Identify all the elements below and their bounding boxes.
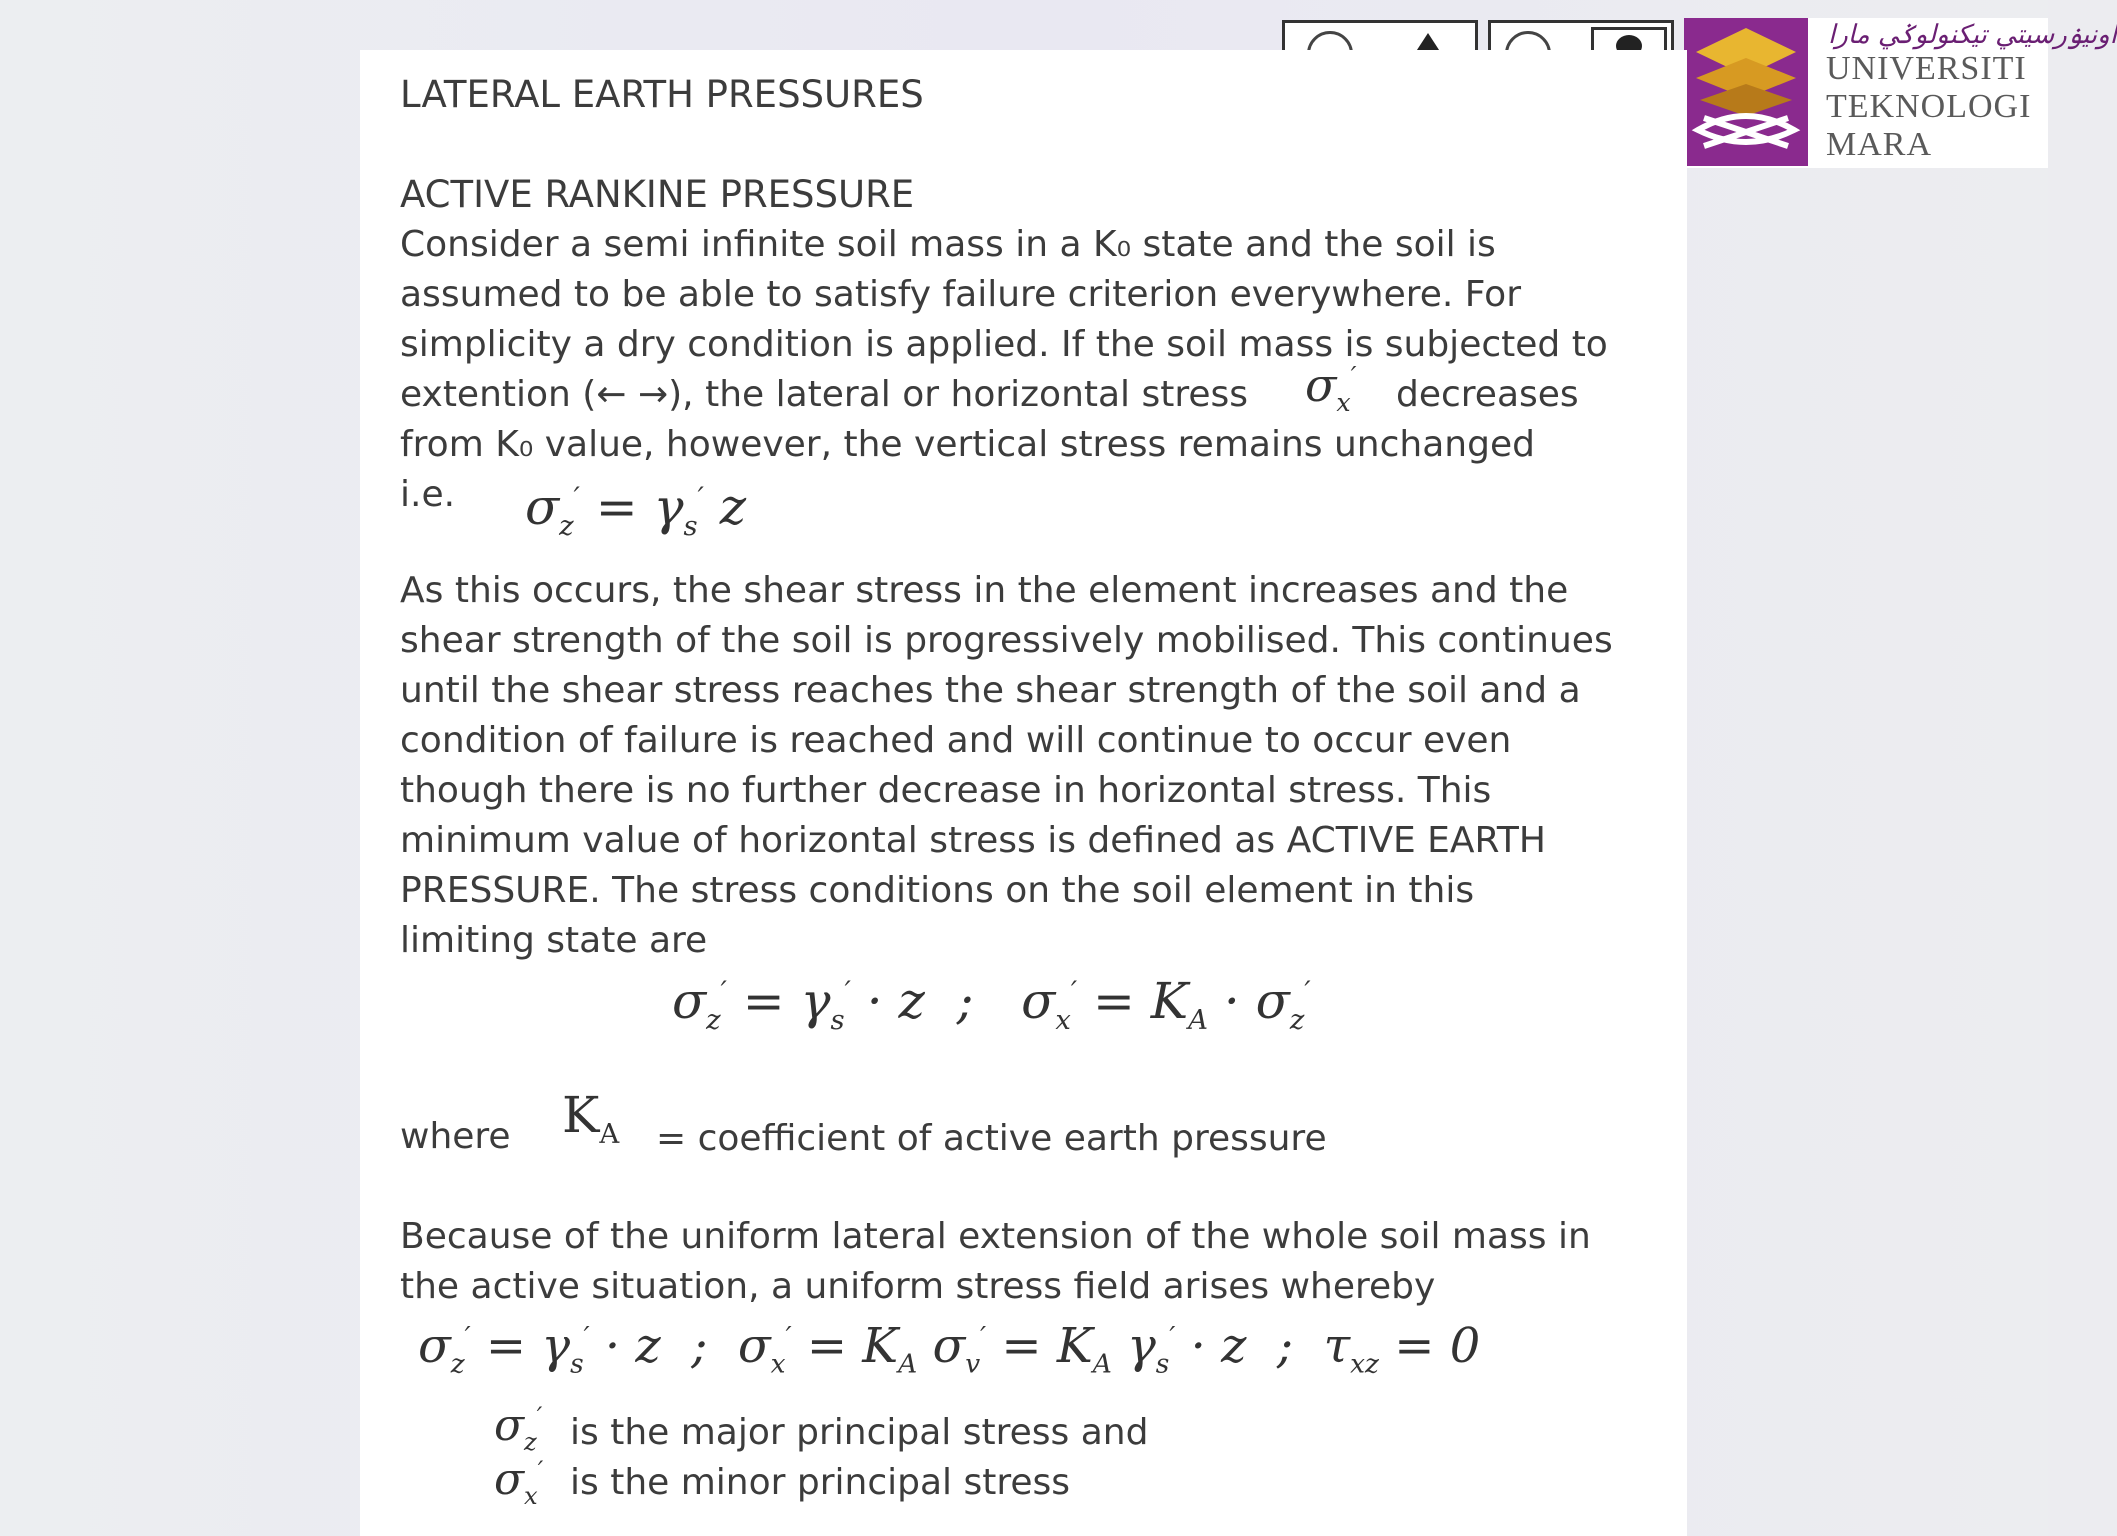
section-heading: ACTIVE RANKINE PRESSURE xyxy=(400,173,915,216)
sigma-x-symbol: $\sigma_x'$ xyxy=(1305,358,1357,418)
para3-line-2: the active situation, a uniform stress field arises whereby xyxy=(400,1266,1436,1307)
para2-line-8: limiting state are xyxy=(400,920,708,961)
para2-line-7: PRESSURE. The stress conditions on the soil element in this xyxy=(400,870,1475,911)
para1-line-4 xyxy=(400,370,1248,420)
extention-text: extention ( xyxy=(400,374,597,415)
para3-line-1: Because of the uniform lateral extension of the whole soil mass in xyxy=(400,1216,1591,1257)
para2-line-6: minimum value of horizontal stress is defined as ACTIVE EARTH xyxy=(400,820,1546,861)
para1-line-5: from K₀ value, however, the vertical stress remains unchanged xyxy=(400,424,1535,465)
para1-line-1: Consider a semi infinite soil mass in a K₀ state and the soil is xyxy=(400,224,1496,265)
para2-line-1: As this occurs, the shear stress in the element increases and the xyxy=(400,570,1569,611)
equation-vertical-stress: $\sigma_z' = \gamma_s'$ z xyxy=(525,478,747,542)
sigma-z-symbol: $\sigma_z'$ xyxy=(494,1400,543,1456)
para2-line-5: though there is no further decrease in horizontal stress. This xyxy=(400,770,1492,811)
page-title: LATERAL EARTH PRESSURES xyxy=(400,73,924,116)
logo-line-2: TEKNOLOGI xyxy=(1826,88,2032,125)
logo-line-1: UNIVERSITI xyxy=(1826,50,2027,87)
equation-limiting-state: $\sigma_z' = \gamma_s' \cdot z$ ; $\sigma_x' = K_A \cdot \sigma_z'$ xyxy=(672,972,1311,1036)
decreases-text: decreases xyxy=(1396,374,1579,415)
para2-line-3: until the shear stress reaches the shear strength of the soil and a xyxy=(400,670,1581,711)
para1-line-3: simplicity a dry condition is applied. If the soil mass is subjected to xyxy=(400,324,1608,365)
para1-line-2: assumed to be able to satisfy failure criterion everywhere. For xyxy=(400,274,1522,315)
uitm-logo xyxy=(1684,18,2117,168)
where-label: where xyxy=(400,1116,511,1157)
ka-symbol: $K_A$ xyxy=(562,1086,620,1150)
logo-jawi-text: اونيۏرسيتي تيكنولوݢي مارا xyxy=(1828,20,2117,50)
arrows-icon: ← → xyxy=(596,374,669,415)
minor-stress-text: is the minor principal stress xyxy=(570,1462,1071,1503)
para2-line-2: shear strength of the soil is progressively mobilised. This continues xyxy=(400,620,1613,661)
ie-label: i.e. xyxy=(400,474,456,515)
major-stress-text: is the major principal stress and xyxy=(570,1412,1149,1453)
equation-uniform-field: $\sigma_z' = \gamma_s' \cdot z$ ; $\sigma_x' = K_A$ $\sigma_v' = K_A$ $\gamma_s' \cdot z$ ; $\tau_{xz} = 0$ xyxy=(418,1318,1481,1380)
sigma-x-symbol-2: $\sigma_x'$ xyxy=(494,1454,544,1510)
logo-line-3: MARA xyxy=(1826,126,1933,163)
para2-line-4: condition of failure is reached and will continue to occur even xyxy=(400,720,1512,761)
lateral-text: ), the lateral or horizontal stress xyxy=(668,374,1249,415)
uitm-emblem-icon xyxy=(1684,18,1808,166)
ka-definition: = coefficient of active earth pressure xyxy=(656,1118,1327,1159)
